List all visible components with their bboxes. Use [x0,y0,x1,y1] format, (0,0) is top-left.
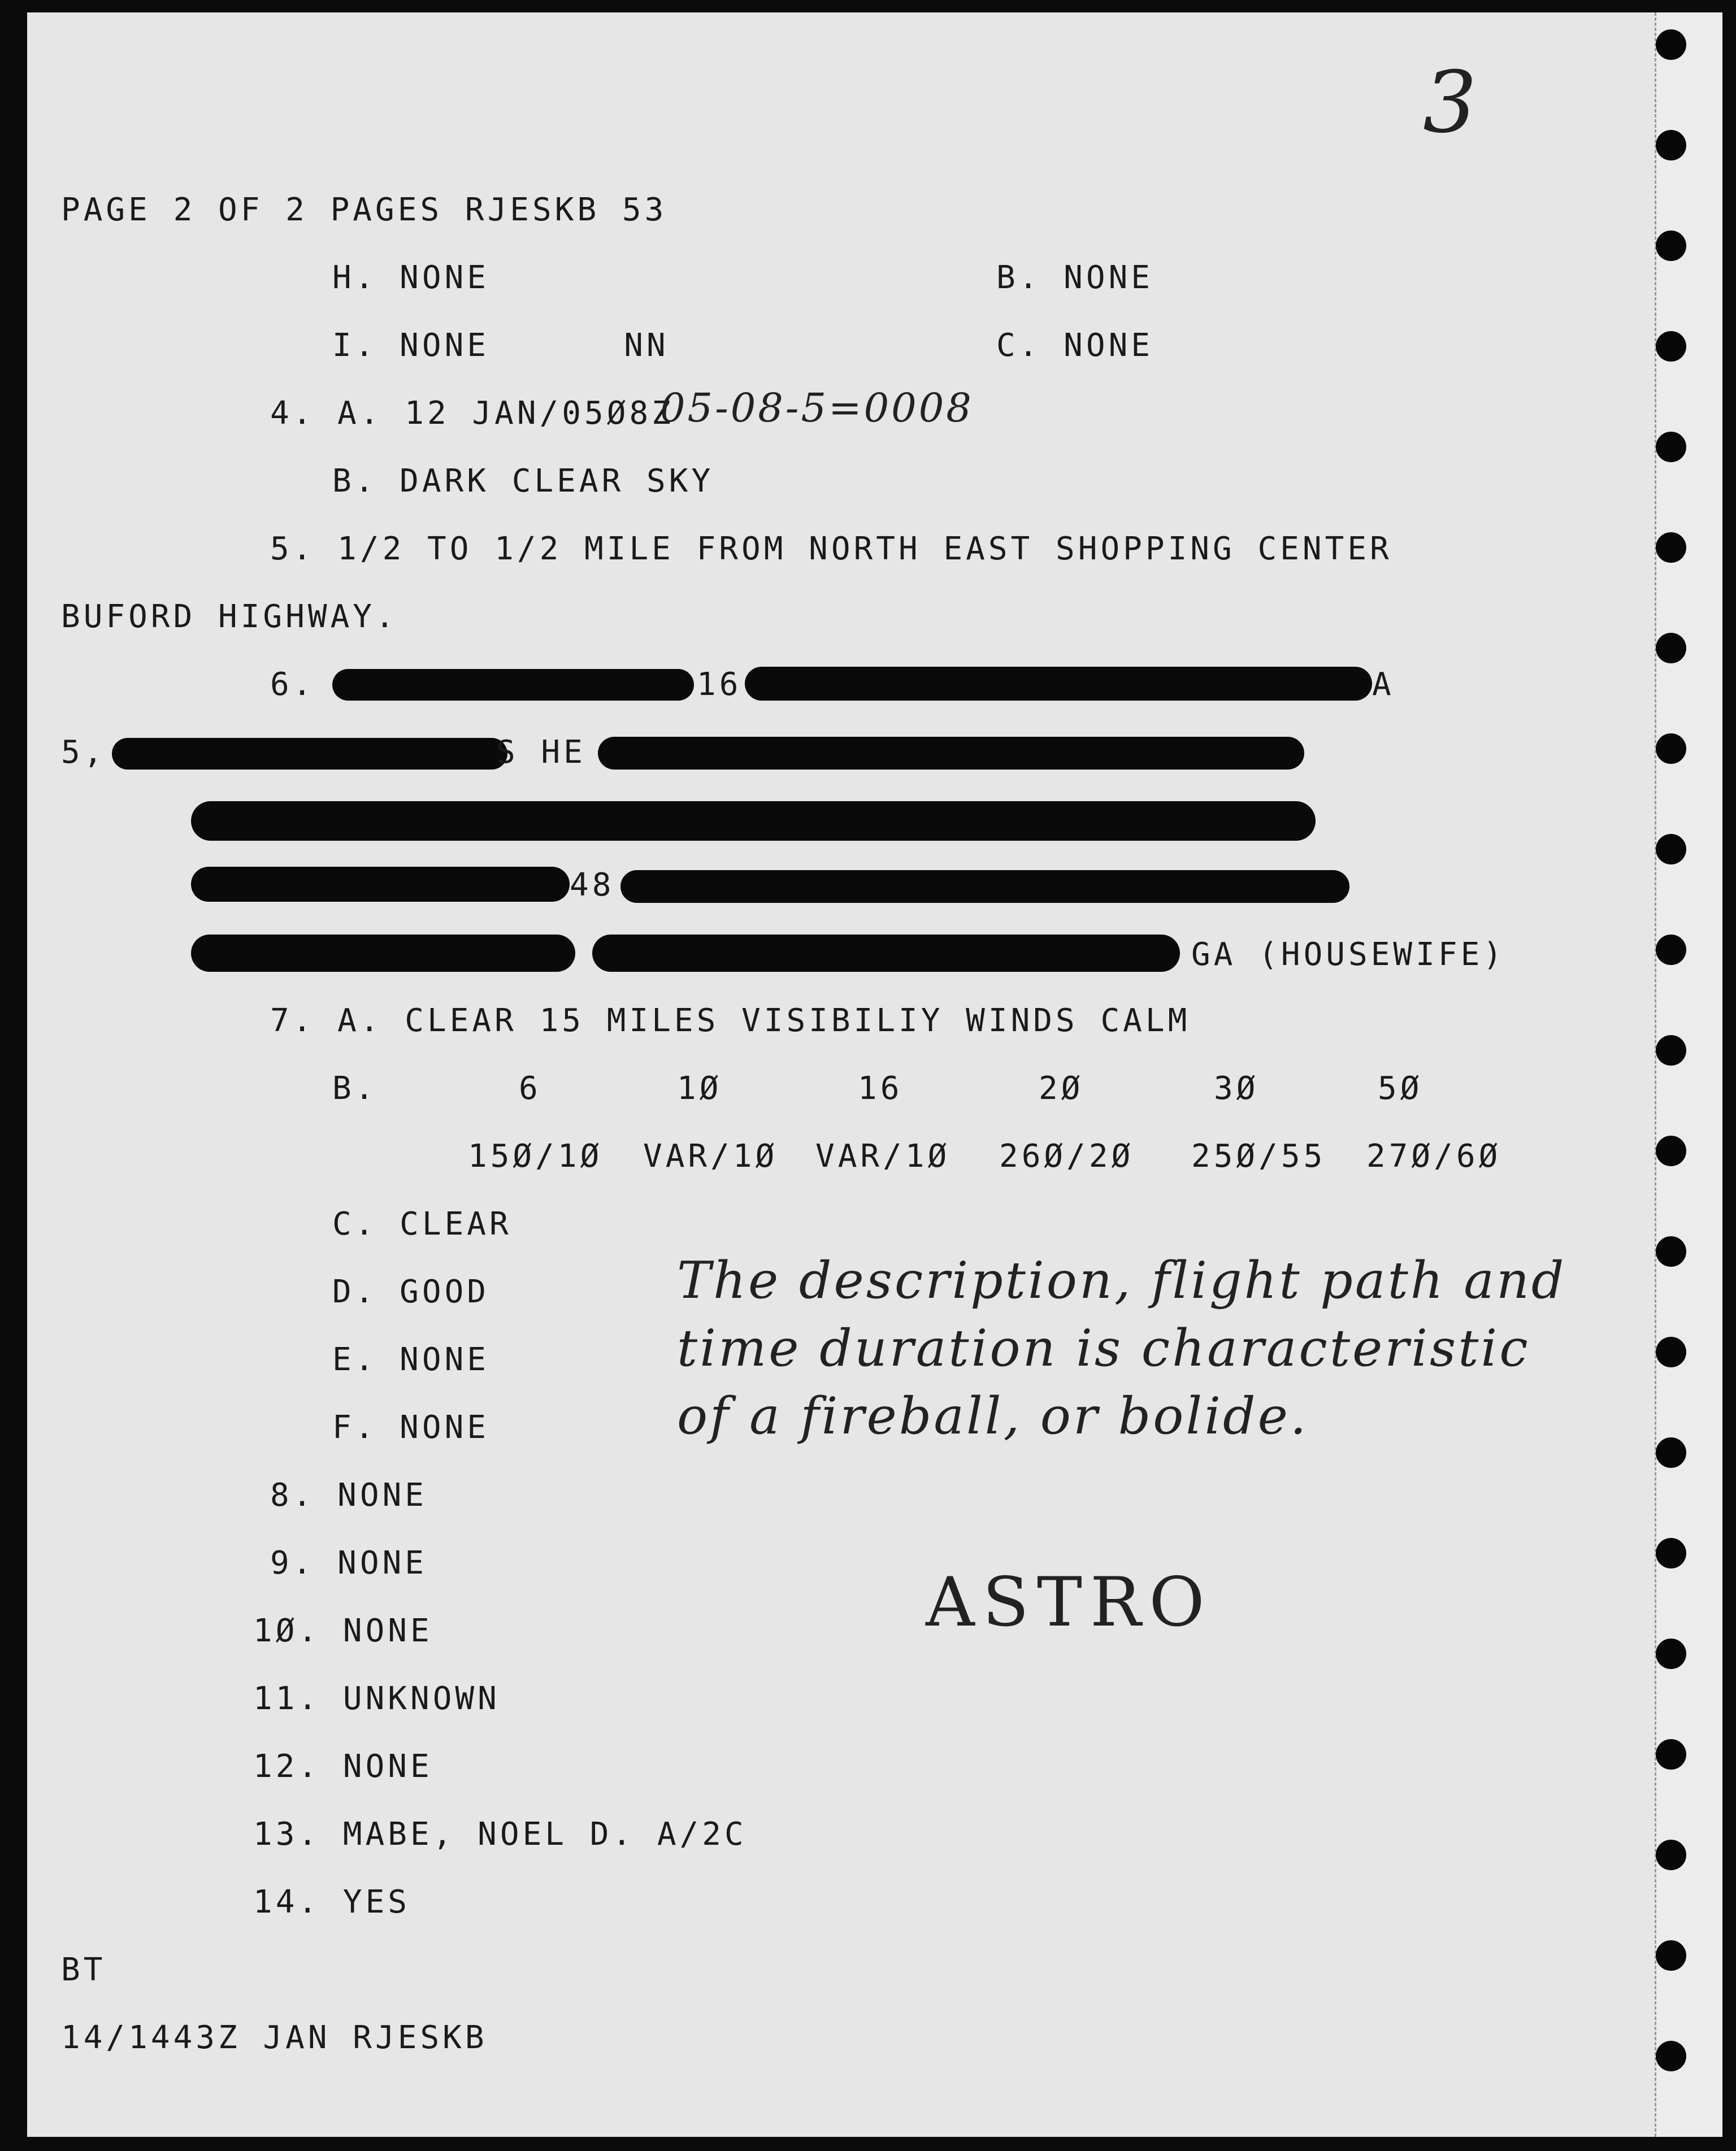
item-10: 1Ø. NONE [253,1613,433,1649]
redaction-bar [191,867,570,902]
wind-value: 27Ø/6Ø [1366,1138,1501,1175]
break-marker: BT [61,1952,106,1988]
line-b-right: B. NONE [996,259,1154,296]
redaction-bar [620,870,1349,903]
tractor-feed-strip [1655,12,1722,2137]
item-7b-label: B. [332,1070,377,1107]
wind-altitude: 5Ø [1378,1070,1423,1107]
tractor-feed-hole [1656,1940,1686,1971]
item-6-number: 6. [270,666,315,703]
wind-altitude: 6 [519,1070,541,1107]
item-7e: E. NONE [332,1341,490,1378]
line-h: H. NONE [332,259,490,296]
wind-altitude: 1Ø [677,1070,722,1107]
item-7f: F. NONE [332,1409,490,1446]
line-c-right: C. NONE [996,327,1154,364]
message-footer: 14/1443Z JAN RJESKB [61,2019,488,2056]
tractor-feed-hole [1656,1337,1686,1367]
item-5: 5. 1/2 TO 1/2 MILE FROM NORTH EAST SHOPPING CENTER [270,531,1392,567]
item-6-tail: A [1372,666,1395,703]
handwritten-note-line: of a fireball, or bolide. [677,1387,1309,1446]
redaction-bar [332,669,694,701]
tractor-feed-hole [1656,633,1686,663]
item-6-fragment: 16 [697,666,742,703]
redaction-bar [191,801,1316,841]
wind-altitude: 16 [858,1070,903,1107]
item-7c: C. CLEAR [332,1206,512,1242]
tractor-feed-hole [1656,1840,1686,1870]
item-7a: 7. A. CLEAR 15 MILES VISIBILIY WINDS CALM [270,1002,1191,1039]
wind-value: 15Ø/1Ø [468,1138,603,1175]
line-5-prefix: 5, [61,734,106,771]
line-ga-housewife: GA (HOUSEWIFE) [1191,936,1506,973]
redaction-bar [598,737,1304,770]
tractor-feed-hole [1656,1739,1686,1770]
tractor-feed-hole [1656,834,1686,864]
redaction-bar [112,738,507,770]
redaction-bar [592,935,1180,972]
tractor-feed-hole [1656,331,1686,362]
item-14: 14. YES [253,1884,411,1920]
item-4a: 4. A. 12 JAN/05Ø8Z [270,395,674,432]
item-13: 13. MABE, NOEL D. A/2C [253,1816,747,1853]
handwritten-time-note: 05-08-5=0008 [660,385,974,431]
item-12: 12. NONE [253,1748,433,1785]
wind-value: VAR/1Ø [643,1138,778,1175]
teletype-page [27,12,1722,2137]
wind-value: 25Ø/55 [1191,1138,1326,1175]
item-8: 8. NONE [270,1477,428,1514]
handwritten-astro-stamp: ASTRO [926,1563,1213,1642]
tractor-feed-hole [1656,1639,1686,1669]
tractor-feed-hole [1656,1136,1686,1166]
item-5-continued: BUFORD HIGHWAY. [61,598,398,635]
tractor-feed-hole [1656,733,1686,764]
handwritten-note-line: time duration is characteristic [677,1319,1530,1378]
line-i: I. NONE NN [332,327,669,364]
tractor-feed-hole [1656,935,1686,965]
wind-altitude: 2Ø [1039,1070,1084,1107]
tractor-feed-hole [1656,1437,1686,1468]
tractor-feed-hole [1656,532,1686,563]
wind-value: VAR/1Ø [815,1138,951,1175]
item-7d: D. GOOD [332,1274,490,1310]
redaction-bar [191,935,575,972]
handwritten-page-number: 3 [1423,54,1479,152]
wind-altitude: 3Ø [1214,1070,1259,1107]
handwritten-note-line: The description, flight path and [677,1251,1566,1310]
tractor-feed-hole [1656,1236,1686,1267]
tractor-feed-hole [1656,432,1686,462]
tractor-feed-hole [1656,130,1686,160]
page-header: PAGE 2 OF 2 PAGES RJESKB 53 [61,192,667,228]
tractor-feed-hole [1656,29,1686,60]
redaction-bar [745,667,1372,701]
line-48-fragment: 48 [570,867,615,903]
item-4b: B. DARK CLEAR SKY [332,463,714,499]
tractor-feed-hole [1656,231,1686,261]
tractor-feed-hole [1656,1538,1686,1568]
tractor-feed-hole [1656,1035,1686,1066]
tractor-feed-hole [1656,2041,1686,2071]
wind-value: 26Ø/2Ø [999,1138,1134,1175]
item-9: 9. NONE [270,1545,428,1581]
line-5-fragment: S HE [496,734,586,771]
item-11: 11. UNKNOWN [253,1680,500,1717]
